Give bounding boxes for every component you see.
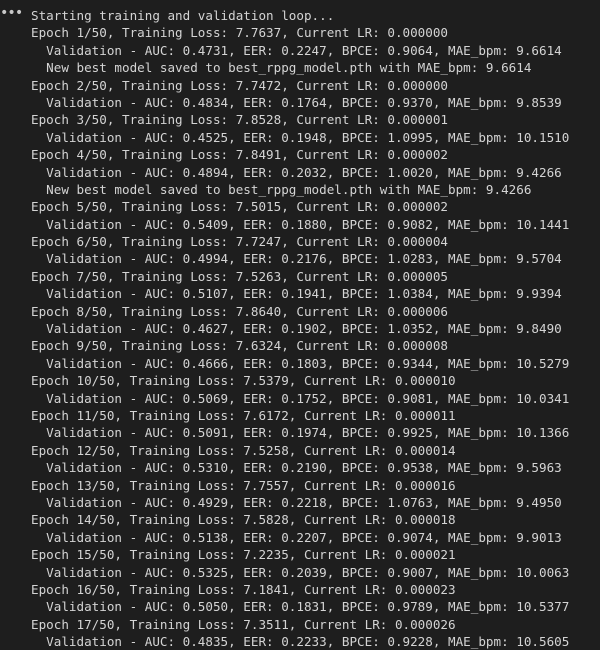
log-line: Epoch 7/50, Training Loss: 7.5263, Current LR: 0.000005 — [31, 268, 449, 284]
log-line: Epoch 13/50, Training Loss: 7.7557, Current LR: 0.000016 — [31, 477, 456, 493]
ellipsis-icon[interactable]: ••• — [0, 5, 23, 21]
log-line: Validation - AUC: 0.5409, EER: 0.1880, BPCE: 0.9082, MAE_bpm: 10.1441 — [31, 216, 570, 232]
log-line: Epoch 10/50, Training Loss: 7.5379, Current LR: 0.000010 — [31, 373, 456, 389]
log-line: Validation - AUC: 0.4525, EER: 0.1948, BPCE: 1.0995, MAE_bpm: 10.1510 — [31, 129, 570, 145]
log-line: New best model saved to best_rppg_model.pth with MAE_bpm: 9.4266 — [31, 181, 532, 197]
log-line: Validation - AUC: 0.4994, EER: 0.2176, BPCE: 1.0283, MAE_bpm: 9.5704 — [31, 251, 562, 267]
log-line: Validation - AUC: 0.4894, EER: 0.2032, BPCE: 1.0020, MAE_bpm: 9.4266 — [31, 164, 562, 180]
log-line: Epoch 6/50, Training Loss: 7.7247, Current LR: 0.000004 — [31, 234, 449, 250]
log-line: Validation - AUC: 0.5091, EER: 0.1974, BPCE: 0.9925, MAE_bpm: 10.1366 — [31, 425, 570, 441]
log-line: Epoch 14/50, Training Loss: 7.5828, Current LR: 0.000018 — [31, 512, 456, 528]
log-line: Starting training and validation loop... — [31, 8, 335, 23]
log-line: Epoch 2/50, Training Loss: 7.7472, Current LR: 0.000000 — [31, 77, 449, 93]
log-line: Epoch 5/50, Training Loss: 7.5015, Current LR: 0.000002 — [31, 199, 449, 215]
log-line: Epoch 17/50, Training Loss: 7.3511, Current LR: 0.000026 — [31, 616, 456, 632]
log-line: Validation - AUC: 0.5310, EER: 0.2190, BPCE: 0.9538, MAE_bpm: 9.5963 — [31, 460, 562, 476]
log-line: Validation - AUC: 0.4627, EER: 0.1902, BPCE: 1.0352, MAE_bpm: 9.8490 — [31, 321, 562, 337]
log-line: Validation - AUC: 0.4929, EER: 0.2218, BPCE: 1.0763, MAE_bpm: 9.4950 — [31, 494, 562, 510]
log-line: Validation - AUC: 0.4731, EER: 0.2247, BPCE: 0.9064, MAE_bpm: 9.6614 — [31, 42, 562, 58]
log-line: Validation - AUC: 0.4834, EER: 0.1764, BPCE: 0.9370, MAE_bpm: 9.8539 — [31, 94, 562, 110]
log-line: Validation - AUC: 0.5069, EER: 0.1752, BPCE: 0.9081, MAE_bpm: 10.0341 — [31, 390, 570, 406]
log-line: Epoch 8/50, Training Loss: 7.8640, Current LR: 0.000006 — [31, 303, 449, 319]
log-line: Epoch 1/50, Training Loss: 7.7637, Current LR: 0.000000 — [31, 25, 449, 41]
log-line: Epoch 9/50, Training Loss: 7.6324, Current LR: 0.000008 — [31, 338, 449, 354]
log-line: Validation - AUC: 0.5138, EER: 0.2207, BPCE: 0.9074, MAE_bpm: 9.9013 — [31, 529, 562, 545]
log-line: Epoch 16/50, Training Loss: 7.1841, Current LR: 0.000023 — [31, 581, 456, 597]
log-line: Validation - AUC: 0.5050, EER: 0.1831, BPCE: 0.9789, MAE_bpm: 10.5377 — [31, 599, 570, 615]
log-line: Validation - AUC: 0.5325, EER: 0.2039, BPCE: 0.9007, MAE_bpm: 10.0063 — [31, 564, 570, 580]
output-log — [31, 7, 569, 650]
log-line: Epoch 12/50, Training Loss: 7.5258, Current LR: 0.000014 — [31, 442, 456, 458]
log-line: Epoch 3/50, Training Loss: 7.8528, Current LR: 0.000001 — [31, 112, 449, 128]
log-line: Epoch 11/50, Training Loss: 7.6172, Current LR: 0.000011 — [31, 407, 456, 423]
log-line: New best model saved to best_rppg_model.pth with MAE_bpm: 9.6614 — [31, 60, 532, 76]
log-line: Validation - AUC: 0.4666, EER: 0.1803, BPCE: 0.9344, MAE_bpm: 10.5279 — [31, 355, 570, 371]
log-line: Epoch 4/50, Training Loss: 7.8491, Current LR: 0.000002 — [31, 147, 449, 163]
log-line: Epoch 15/50, Training Loss: 7.2235, Current LR: 0.000021 — [31, 547, 456, 563]
log-line: Validation - AUC: 0.5107, EER: 0.1941, BPCE: 1.0384, MAE_bpm: 9.9394 — [31, 286, 562, 302]
log-line: Validation - AUC: 0.4835, EER: 0.2233, BPCE: 0.9228, MAE_bpm: 10.5605 — [31, 634, 570, 650]
